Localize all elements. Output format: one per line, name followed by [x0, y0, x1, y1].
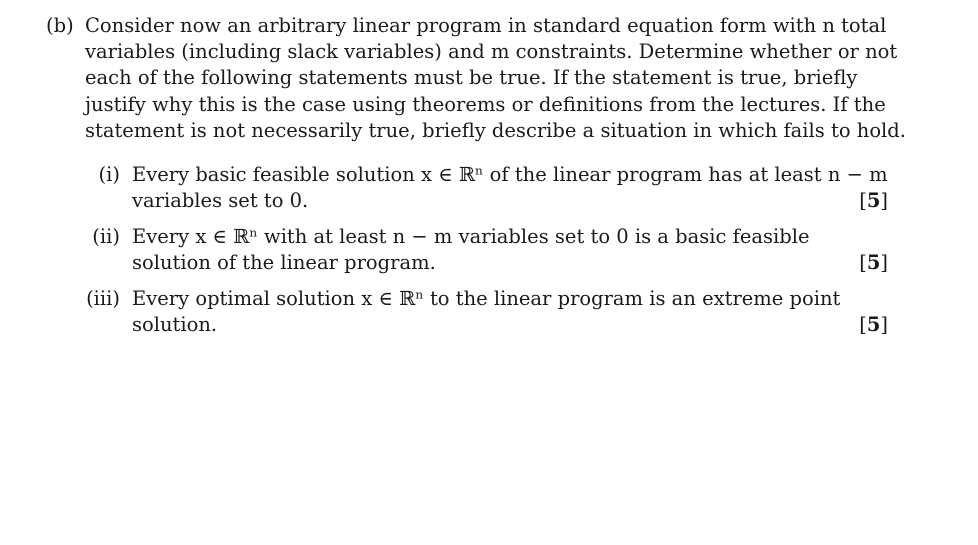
marks-badge: [5]: [859, 189, 888, 213]
item-number: (iii): [86, 287, 120, 310]
marks-badge: [5]: [859, 251, 888, 275]
item-number: (i): [98, 163, 120, 186]
intro-line-5: statement is not necessarily true, briefly describe a situation in which fails to hold.: [85, 118, 906, 142]
item-text: [132, 286, 852, 338]
marks-value: 5: [866, 251, 881, 275]
item-text: [132, 224, 852, 276]
marks-badge: [5]: [859, 313, 888, 337]
part-intro: [85, 13, 906, 144]
marks-value: 5: [866, 189, 881, 213]
item-text: [132, 162, 888, 214]
item-line: Every optimal solution x ∈ ℝⁿ to the linear program is an extreme point: [132, 287, 841, 310]
intro-line-4: justify why this is the case using theorems or definitions from the lectures. If the: [85, 92, 886, 116]
item-line: solution.: [132, 313, 218, 337]
intro-line-1: Consider now an arbitrary linear program in standard equation form with n total: [85, 14, 887, 37]
intro-line-3: each of the following statements must be true. If the statement is true, briefly: [85, 66, 858, 90]
part-label: (b): [46, 14, 74, 37]
intro-line-2: variables (including slack variables) and m constraints. Determine whether or not: [85, 40, 898, 64]
item-line: Every basic feasible solution x ∈ ℝⁿ of the linear program has at least n − m: [132, 163, 888, 186]
item-line: variables set to 0.: [132, 189, 309, 213]
item-line: solution of the linear program.: [132, 251, 436, 275]
item-line: Every x ∈ ℝⁿ with at least n − m variables set to 0 is a basic feasible: [132, 225, 810, 248]
marks-value: 5: [866, 313, 881, 337]
item-number: (ii): [92, 225, 120, 248]
